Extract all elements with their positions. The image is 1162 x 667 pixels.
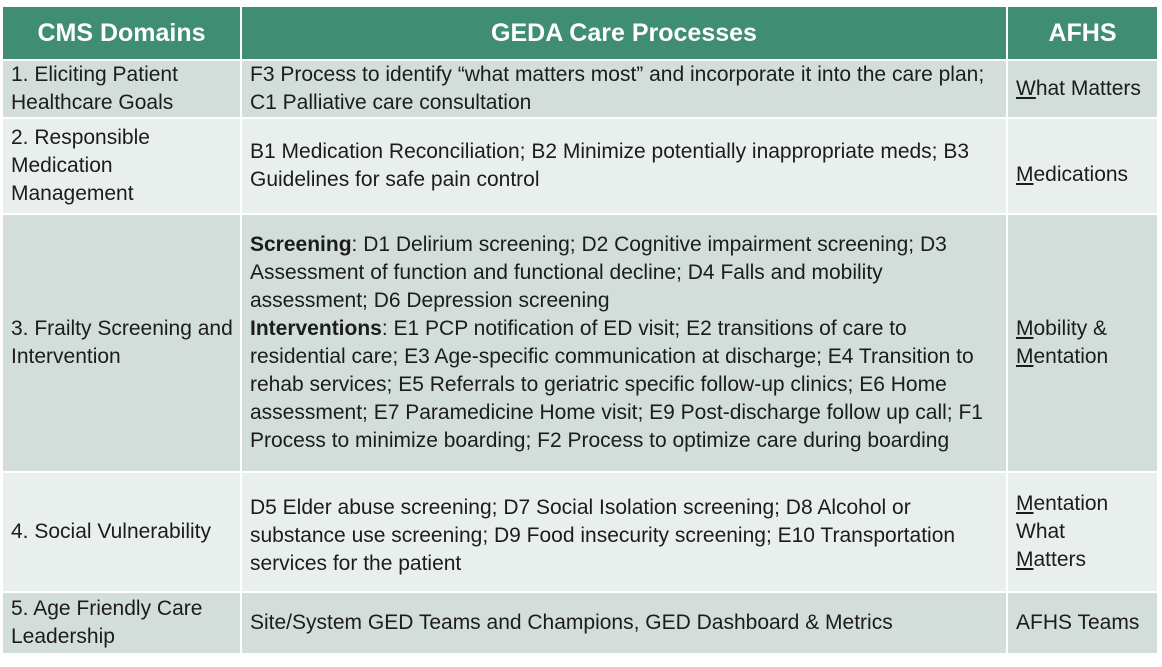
header-afhs: AFHS	[1007, 7, 1157, 60]
processes-cell	[241, 214, 1007, 472]
afhs-cell	[1007, 60, 1157, 118]
afhs-cell	[1007, 472, 1157, 592]
cms-domains-table	[3, 7, 1157, 655]
domain-cell: 2. Responsible Medication Management	[3, 118, 241, 214]
screening-text: : D1 Delirium screening; D2 Cognitive impairment screening; D3 Assessment of function and functional decline; D4 Falls and mobility assessment; D6 Depression screening	[250, 233, 947, 312]
afhs-item: Mobility &	[1016, 317, 1108, 340]
processes-cell	[241, 472, 1007, 592]
afhs-item: What	[1016, 520, 1066, 543]
processes-cell: Site/System GED Teams and Champions, GED Dashboard & Metrics	[241, 592, 1007, 654]
processes-cell: F3 Process to identify “what matters most” and incorporate it into the care plan; C1 Palliative care consultation	[241, 60, 1007, 118]
afhs-cell	[1007, 118, 1157, 214]
table-row	[3, 592, 1157, 654]
afhs-item: Medications	[1016, 163, 1129, 186]
afhs-item: Mentation	[1016, 345, 1109, 368]
table-row	[3, 472, 1157, 592]
domain-cell: 3. Frailty Screening and Intervention	[3, 214, 241, 472]
header-cms-domains: CMS Domains	[3, 7, 241, 60]
afhs-cell	[1007, 592, 1157, 654]
afhs-item: Mentation	[1016, 492, 1109, 515]
domain-cell: 4. Social Vulnerability	[3, 472, 241, 592]
table-row	[3, 60, 1157, 118]
afhs-cell	[1007, 214, 1157, 472]
domain-cell: 1. Eliciting Patient Healthcare Goals	[3, 60, 241, 118]
processes-cell: B1 Medication Reconciliation; B2 Minimize potentially inappropriate meds; B3 Guidelines for safe pain control	[241, 118, 1007, 214]
table-row	[3, 118, 1157, 214]
afhs-item: Matters	[1016, 548, 1087, 571]
processes-text: D5 Elder abuse screening; D7 Social Isolation screening; D8 Alcohol or substance use screening; D9 Food insecurity screening; E10 Transportation services for the patient	[250, 496, 956, 575]
domain-cell: 5. Age Friendly Care Leadership	[3, 592, 241, 654]
afhs-item: AFHS Teams	[1016, 611, 1140, 634]
header-row	[3, 7, 1157, 60]
table-row	[3, 214, 1157, 472]
interventions-text: : E1 PCP notification of ED visit; E2 transitions of care to residential care; E3 Age-specific communication at discharge; E4 Transition to rehab services; E5 Referrals to geriatric specific follow-up clinics; E6 Home assessment; E7 Paramedicine Home visit; E9 Post-discharge follow up call; F1 Process to minimize boarding; F2 Process to optimize care during boarding	[250, 317, 983, 452]
screening-label: Screening	[250, 233, 352, 256]
afhs-item: What Matters	[1016, 77, 1141, 100]
header-geda-care-processes: GEDA Care Processes	[241, 7, 1007, 60]
interventions-label: Interventions	[250, 317, 382, 340]
